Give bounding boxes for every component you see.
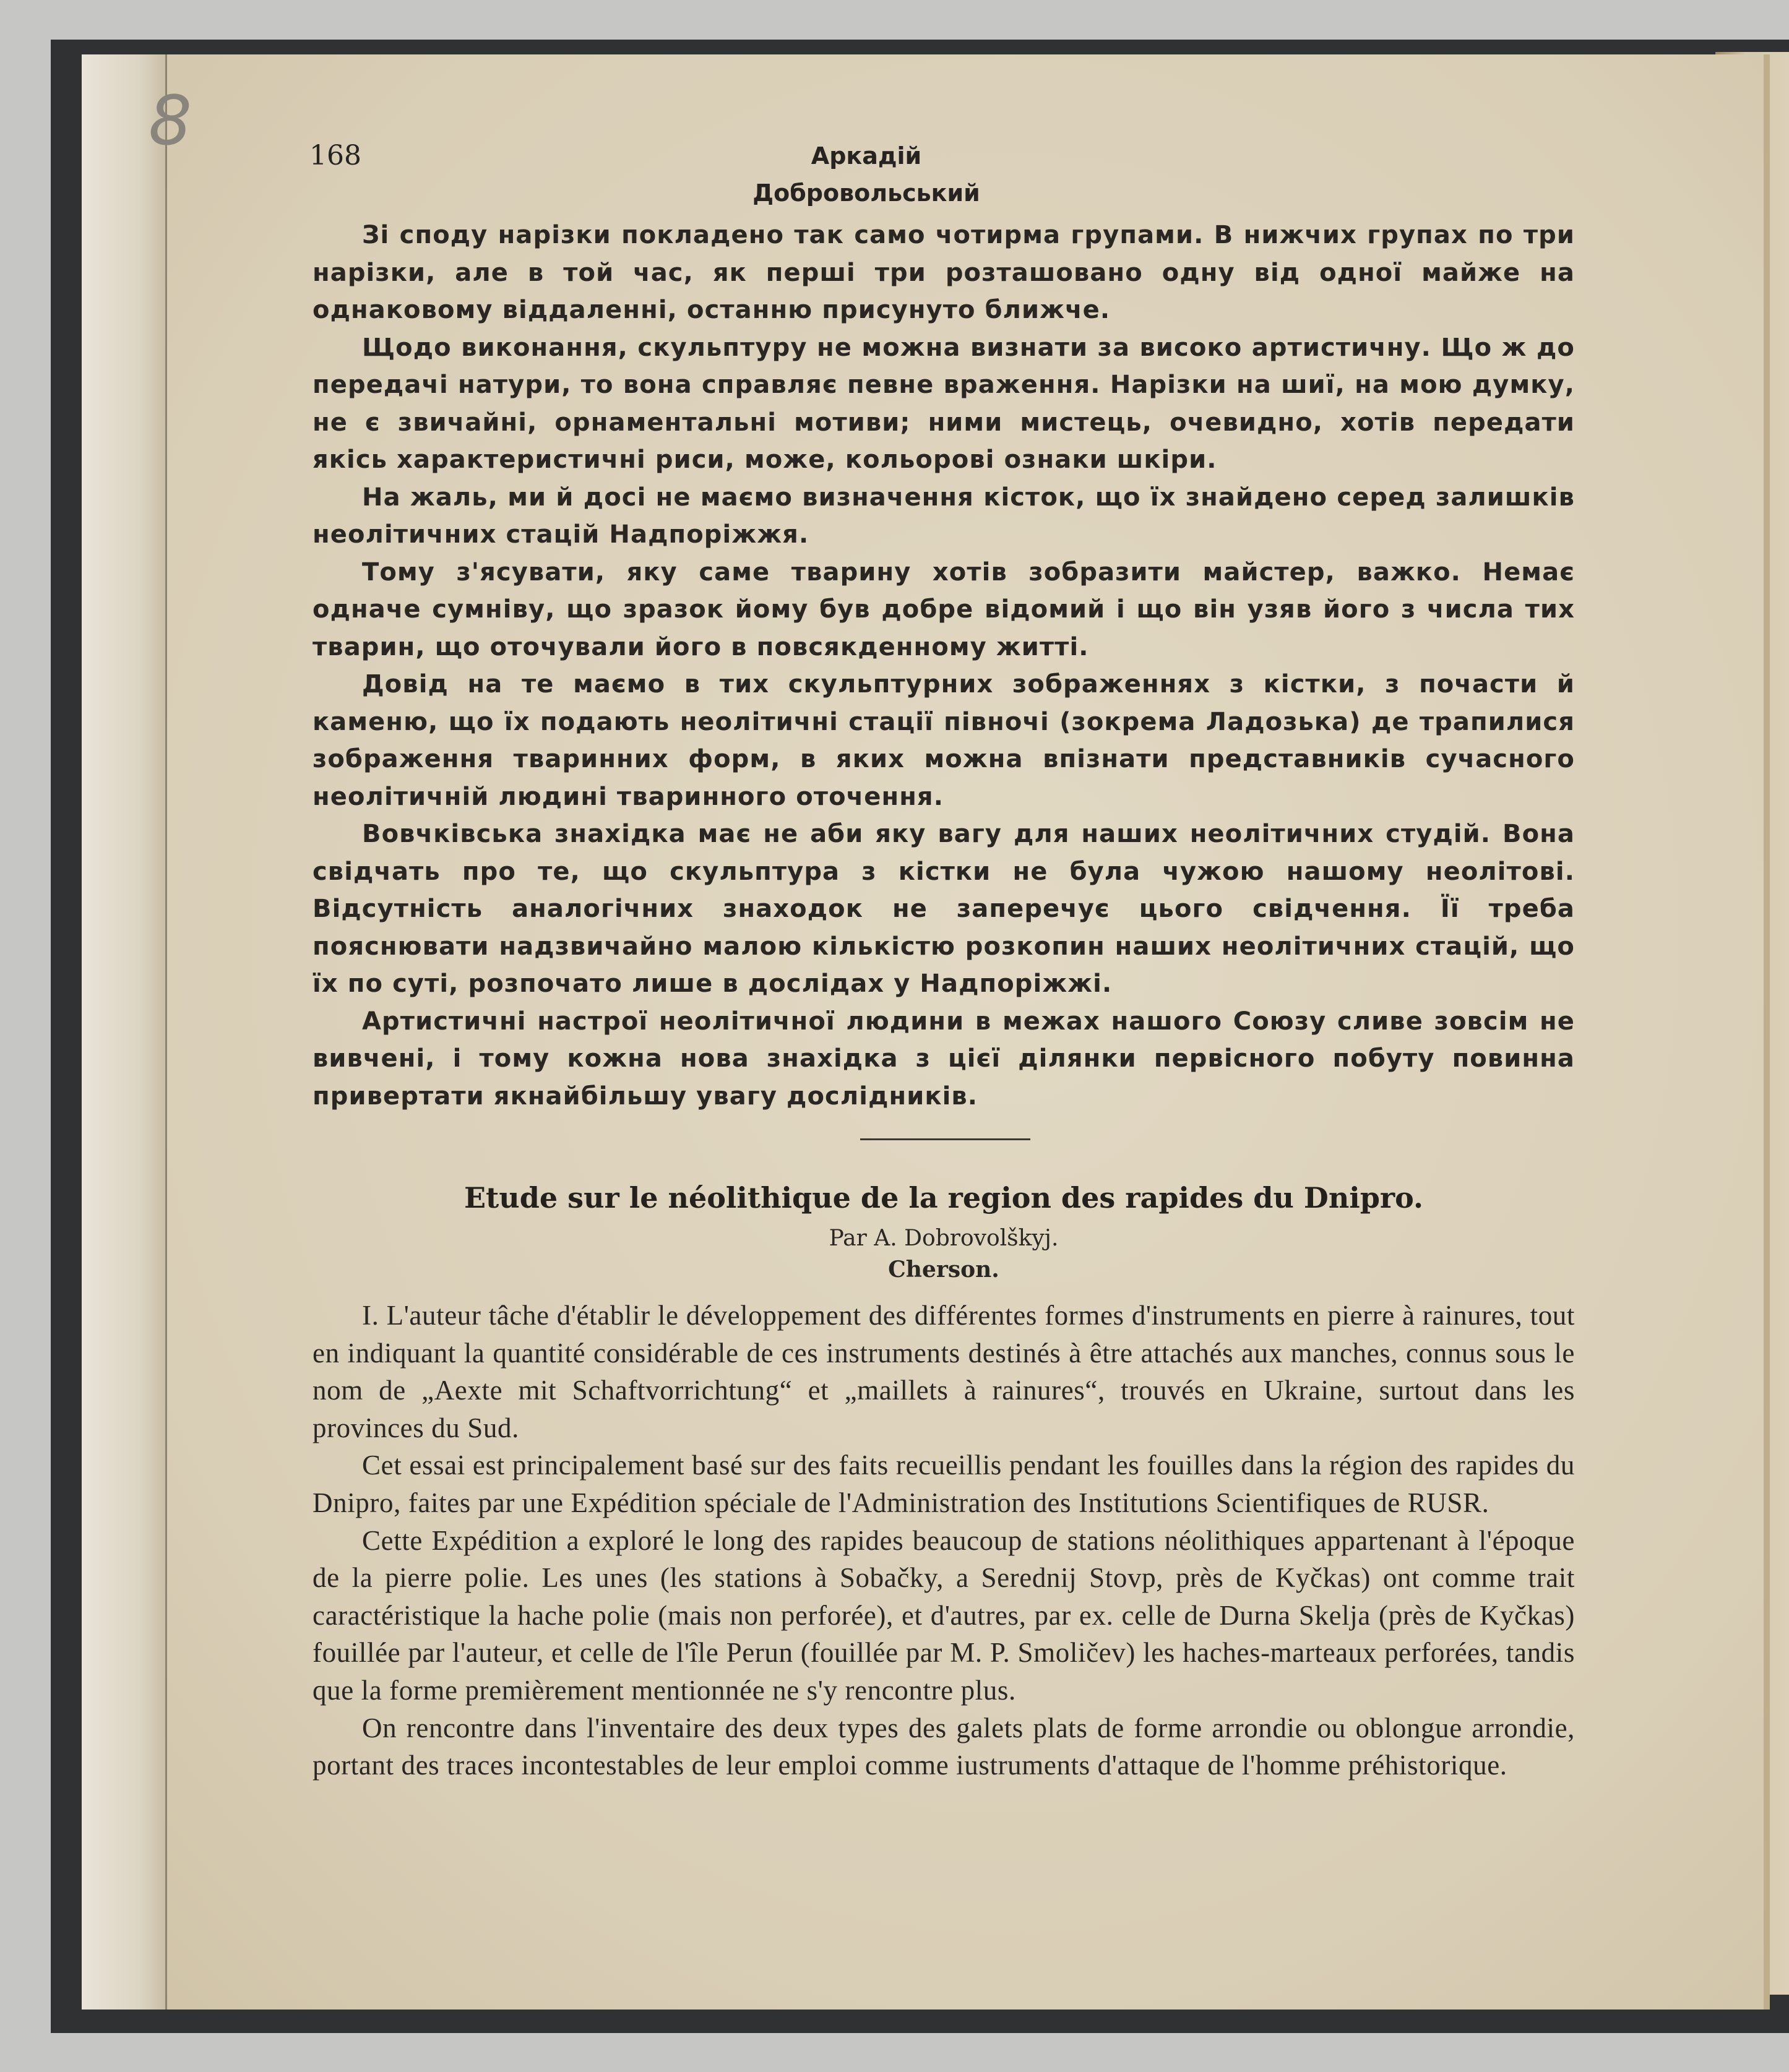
paragraph: Вовчківська знахідка має не аби яку вагу для наших неолітичних студій. Вона свідчать про те, що скульптура з кістки не була чужою нашому неолітові. Відсутність аналогічних знаходок не заперечує цього свідчення. Її треба пояснювати надзвичайно малою кількістю розкопин наших неолітичних стацій, що їх по суті, розпочато лише в дослідах у Надпоріжжі. [313, 820, 1575, 998]
running-head: Аркадій Добровольський [752, 142, 980, 207]
paragraph: На жаль, ми й досі не маємо визначення кісток, що їх знайдено серед залишків неолітичних стацій Надпоріжжя. [313, 483, 1575, 549]
paragraph: Довід на те маємо в тих скульптурних зображеннях з кістки, з почасти й каменю, що їх подають неолітичні стації півночі (зокрема Ладозька) де трапилися зображення тваринних форм, в яких можна впізнати представників сучасного неолітичній людині тваринного оточення. [313, 670, 1575, 811]
paragraph: Cette Expédition a exploré le long des rapides beaucoup de stations néolithiques appartenant à l'époque de la pierre polie. Les unes (les stations à Sobačky, a Serednij Stovp, près de Kyčkas) ont comme trait caractéristique la hache polie (mais non perforée), et d'autres, par ex. celle de Durna Skelja (près de Kyčkas) fouillée par l'auteur, et celle de l'île Perun (fouillée par M. P. Smoličev) les haches-marteaux perforées, tandis que la forme premièrement mentionnée ne s'y rencontre plus. [313, 1524, 1575, 1706]
paragraph: Cet essai est principalement basé sur des faits recueillis pendant les fouilles dans la région des rapides du Dnipro, faites par une Expédition spéciale de l'Administration des Institutions Scientifiques de RUSR. [313, 1450, 1575, 1518]
paragraph: Тому з'ясувати, яку саме тварину хотів зобразити майстер, важко. Немає одначе сумніву, що зразок йому був добре відомий і що він узяв його з числа тих тварин, що оточували його в повсякденному житті. [313, 557, 1575, 661]
pencil-mark: 8 [149, 81, 192, 160]
summary-author: Par A. Dobrovolškyj. [829, 1226, 1059, 1251]
french-summary-text [313, 1297, 1575, 1784]
paragraph: I. L'auteur tâche d'établir le développement des différentes formes d'instruments en pierre à rainures, tout en indiquant la quantité considérable de ces instruments destinés à être attachés aux manches, connus sous le nom de „Aexte mit Schaftvorrichtung“ et „maillets à rainures“, trouvés en Ukraine, surtout dans les provinces du Sud. [313, 1300, 1575, 1443]
paragraph: Артистичні настрої неолітичної людини в межах нашого Союзу сливе зовсім не вивчені, і тому кожна нова знахідка з цієї ділянки первісного побуту повинна привертати якнайбільшу увагу дослідників. [313, 1007, 1575, 1111]
page-gutter-strip [82, 54, 167, 2010]
paragraph: Зі споду нарізки покладено так само чотирма групами. В нижчих групах по три нарізки, але в той час, як перші три розташовано одну від одної майже на однаковому віддаленні, останню присунуто ближче. [313, 221, 1575, 324]
page-number: 168 [309, 140, 361, 171]
paragraph: On rencontre dans l'inventaire des deux types des galets plats de forme arrondie ou oblongue arrondie, portant des traces incontestables de leur emploi comme iustruments d'attaque de l'homme préhistorique. [313, 1712, 1575, 1781]
summary-title: Etude sur le néolithique de la region des rapides du Dnipro. [463, 1181, 1424, 1214]
paragraph: Щодо виконання, скульптуру не можна визнати за високо артистичну. Що ж до передачі натури, то вона справляє певне враження. Нарізки на шиї, на мою думку, не є звичайні, орнаментальні мотиви; ними мистець, очевидно, хотів передати якісь характеристичні риси, може, кольорові ознаки шкіри. [313, 333, 1575, 474]
ukrainian-text [313, 217, 1575, 1115]
section-divider [860, 1138, 1030, 1140]
summary-place: Cherson. [888, 1257, 999, 1283]
